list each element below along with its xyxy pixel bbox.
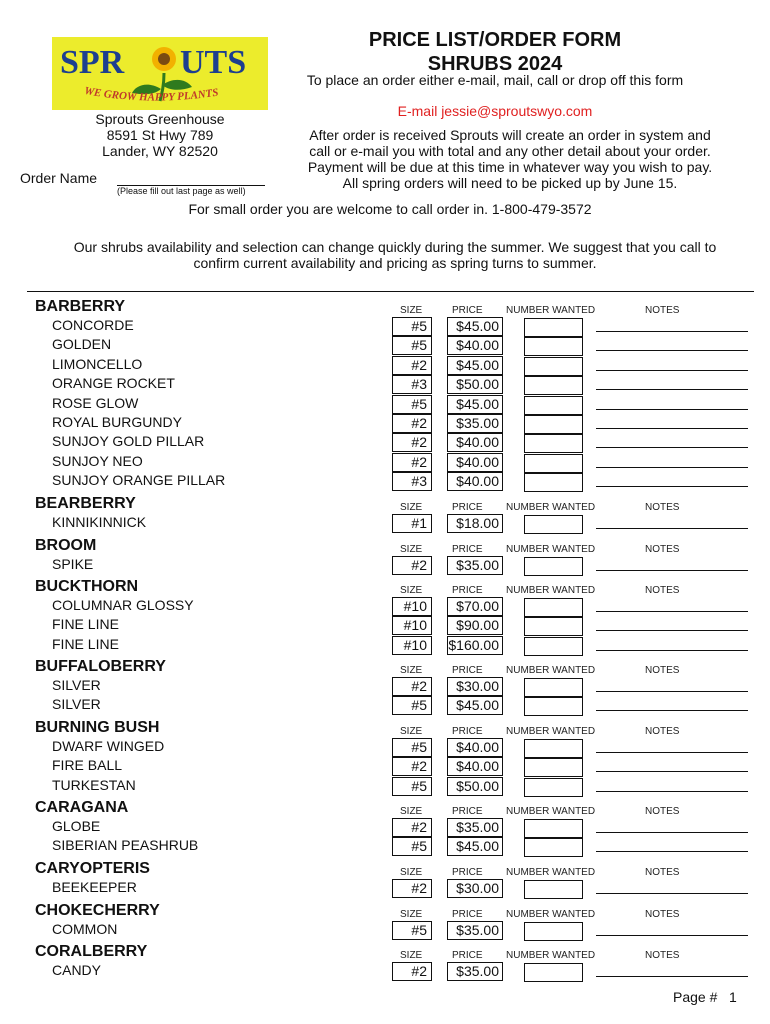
availability-text bbox=[30, 239, 760, 271]
item-name: BEEKEEPER bbox=[52, 879, 137, 895]
title-line-2: SHRUBS 2024 bbox=[427, 53, 563, 75]
notes-field[interactable] bbox=[596, 893, 748, 894]
number-wanted-input[interactable] bbox=[524, 739, 583, 758]
number-wanted-header: NUMBER WANTED bbox=[506, 909, 596, 920]
number-wanted-header: NUMBER WANTED bbox=[506, 544, 596, 555]
order-name-hint: (Please fill out last page as well) bbox=[117, 186, 246, 196]
notes-header: NOTES bbox=[645, 806, 680, 817]
item-price: $35.00 bbox=[447, 414, 503, 433]
size-header: SIZE bbox=[400, 867, 423, 878]
item-size: #10 bbox=[392, 636, 432, 655]
number-wanted-header: NUMBER WANTED bbox=[506, 950, 596, 961]
item-size: #1 bbox=[392, 514, 432, 533]
availability-line: Our shrubs availability and selection can change quickly during the summer. We suggest that you call to bbox=[73, 239, 717, 255]
item-name: GOLDEN bbox=[52, 336, 112, 353]
item-size: #10 bbox=[392, 597, 432, 616]
address-name: Sprouts Greenhouse bbox=[95, 111, 225, 127]
availability-line: confirm current availability and pricing as spring turns to summer. bbox=[193, 255, 597, 271]
item-size: #2 bbox=[392, 757, 432, 776]
item-size: #2 bbox=[392, 414, 432, 433]
item-name: SUNJOY NEO bbox=[52, 452, 143, 469]
number-wanted-input[interactable] bbox=[524, 838, 583, 857]
item-size: #2 bbox=[392, 962, 432, 981]
size-header: SIZE bbox=[400, 950, 423, 961]
item-name: TURKESTAN bbox=[52, 776, 136, 793]
notes-header: NOTES bbox=[645, 867, 680, 878]
item-name: SIBERIAN PEASHRUB bbox=[52, 837, 199, 854]
item-name: COLUMNAR GLOSSY bbox=[52, 597, 194, 613]
number-wanted-input[interactable] bbox=[524, 473, 583, 492]
item-size: #2 bbox=[392, 433, 432, 452]
item-price: $35.00 bbox=[447, 962, 503, 981]
item-price: $40.00 bbox=[447, 738, 503, 757]
number-wanted-header: NUMBER WANTED bbox=[506, 585, 596, 596]
notes-field[interactable] bbox=[596, 611, 748, 612]
small-order-text: For small order you are welcome to call order in. 1-800-479-3572 bbox=[188, 201, 592, 217]
price-header: PRICE bbox=[452, 665, 483, 676]
item-size: #5 bbox=[392, 317, 432, 336]
size-header: SIZE bbox=[400, 502, 423, 513]
page-label: Page # bbox=[673, 989, 718, 1005]
item-name: SPIKE bbox=[52, 556, 94, 572]
number-wanted-input[interactable] bbox=[524, 396, 583, 415]
item-price: $45.00 bbox=[447, 395, 503, 414]
address-street: 8591 St Hwy 789 bbox=[106, 127, 214, 143]
category-name: BROOM bbox=[35, 537, 97, 554]
category-name: BEARBERRY bbox=[35, 495, 136, 512]
item-size: #2 bbox=[392, 677, 432, 696]
item-name: FIRE BALL bbox=[52, 757, 123, 774]
number-wanted-header: NUMBER WANTED bbox=[506, 502, 596, 513]
item-price: $35.00 bbox=[447, 921, 503, 940]
item-price: $45.00 bbox=[447, 317, 503, 336]
item-price: $45.00 bbox=[447, 696, 503, 715]
price-header: PRICE bbox=[452, 305, 483, 316]
number-wanted-input[interactable] bbox=[524, 515, 583, 534]
after-order-line: Payment will be due at this time in whatever way you wish to pay. bbox=[307, 159, 713, 175]
notes-field[interactable] bbox=[596, 570, 748, 571]
item-size: #5 bbox=[392, 336, 432, 355]
item-name: ROSE GLOW bbox=[52, 394, 139, 411]
notes-field[interactable] bbox=[596, 650, 748, 651]
number-wanted-input[interactable] bbox=[524, 598, 583, 617]
item-price: $18.00 bbox=[447, 514, 503, 533]
item-size: #5 bbox=[392, 738, 432, 757]
category-name: BURNING BUSH bbox=[35, 719, 160, 736]
item-size: #5 bbox=[392, 777, 432, 796]
sprouts-logo bbox=[52, 37, 268, 110]
item-name: DWARF WINGED bbox=[52, 738, 165, 754]
item-size: #3 bbox=[392, 472, 432, 491]
notes-field[interactable] bbox=[596, 976, 748, 977]
item-size: #10 bbox=[392, 616, 432, 635]
notes-field[interactable] bbox=[596, 350, 748, 351]
price-header: PRICE bbox=[452, 950, 483, 961]
svg-text:WE GROW HAPPY PLANTS: WE GROW HAPPY PLANTS bbox=[83, 84, 220, 104]
notes-field[interactable] bbox=[596, 447, 748, 448]
item-price: $50.00 bbox=[447, 375, 503, 394]
notes-header: NOTES bbox=[645, 665, 680, 676]
notes-field[interactable] bbox=[596, 528, 748, 529]
item-price: $160.00 bbox=[447, 636, 503, 655]
item-size: #2 bbox=[392, 356, 432, 375]
item-size: #5 bbox=[392, 921, 432, 940]
item-name: LIMONCELLO bbox=[52, 355, 143, 372]
number-wanted-header: NUMBER WANTED bbox=[506, 665, 596, 676]
size-header: SIZE bbox=[400, 726, 423, 737]
notes-field[interactable] bbox=[596, 771, 748, 772]
size-header: SIZE bbox=[400, 909, 423, 920]
item-name: SILVER bbox=[52, 677, 101, 693]
item-price: $30.00 bbox=[447, 677, 503, 696]
number-wanted-input[interactable] bbox=[524, 963, 583, 982]
notes-field[interactable] bbox=[596, 851, 748, 852]
number-wanted-input[interactable] bbox=[524, 318, 583, 337]
price-header: PRICE bbox=[452, 909, 483, 920]
number-wanted-input[interactable] bbox=[524, 617, 583, 636]
notes-field[interactable] bbox=[596, 486, 748, 487]
notes-field[interactable] bbox=[596, 791, 748, 792]
after-order-line: call or e-mail you with total and any other detail about your order. bbox=[309, 143, 711, 159]
number-wanted-header: NUMBER WANTED bbox=[506, 305, 596, 316]
notes-field[interactable] bbox=[596, 752, 748, 753]
after-order-line: After order is received Sprouts will create an order in system and bbox=[309, 127, 711, 143]
notes-header: NOTES bbox=[645, 950, 680, 961]
item-size: #2 bbox=[392, 453, 432, 472]
notes-header: NOTES bbox=[645, 502, 680, 513]
number-wanted-input[interactable] bbox=[524, 778, 583, 797]
number-wanted-input[interactable] bbox=[524, 637, 583, 656]
item-price: $45.00 bbox=[447, 837, 503, 856]
item-price: $70.00 bbox=[447, 597, 503, 616]
item-size: #5 bbox=[392, 395, 432, 414]
title-line-1: PRICE LIST/ORDER FORM bbox=[368, 29, 622, 51]
number-wanted-input[interactable] bbox=[524, 434, 583, 453]
svg-text:UTS: UTS bbox=[180, 44, 247, 81]
category-name: CARYOPTERIS bbox=[35, 860, 150, 877]
size-header: SIZE bbox=[400, 544, 423, 555]
notes-field[interactable] bbox=[596, 710, 748, 711]
item-price: $35.00 bbox=[447, 818, 503, 837]
notes-header: NOTES bbox=[645, 909, 680, 920]
number-wanted-input[interactable] bbox=[524, 880, 583, 899]
notes-field[interactable] bbox=[596, 691, 748, 692]
size-header: SIZE bbox=[400, 585, 423, 596]
number-wanted-input[interactable] bbox=[524, 922, 583, 941]
size-header: SIZE bbox=[400, 806, 423, 817]
item-name: SUNJOY GOLD PILLAR bbox=[52, 433, 205, 450]
item-name: COMMON bbox=[52, 921, 118, 937]
price-header: PRICE bbox=[452, 867, 483, 878]
number-wanted-input[interactable] bbox=[524, 376, 583, 395]
item-price: $35.00 bbox=[447, 556, 503, 575]
number-wanted-header: NUMBER WANTED bbox=[506, 806, 596, 817]
number-wanted-header: NUMBER WANTED bbox=[506, 726, 596, 737]
price-header: PRICE bbox=[452, 726, 483, 737]
item-price: $45.00 bbox=[447, 356, 503, 375]
price-header: PRICE bbox=[452, 502, 483, 513]
item-size: #5 bbox=[392, 696, 432, 715]
number-wanted-input[interactable] bbox=[524, 697, 583, 716]
item-name: ROYAL BURGUNDY bbox=[52, 414, 182, 430]
number-wanted-input[interactable] bbox=[524, 357, 583, 376]
notes-header: NOTES bbox=[645, 544, 680, 555]
item-size: #5 bbox=[392, 837, 432, 856]
item-name: KINNIKINNICK bbox=[52, 514, 147, 530]
number-wanted-input[interactable] bbox=[524, 454, 583, 473]
page-title bbox=[290, 28, 700, 76]
notes-field[interactable] bbox=[596, 935, 748, 936]
notes-field[interactable] bbox=[596, 467, 748, 468]
svg-text:SPR: SPR bbox=[60, 44, 125, 81]
number-wanted-input[interactable] bbox=[524, 337, 583, 356]
item-size: #2 bbox=[392, 556, 432, 575]
category-name: CHOKECHERRY bbox=[35, 902, 160, 919]
item-name: CANDY bbox=[52, 962, 102, 978]
category-name: BUCKTHORN bbox=[35, 578, 139, 595]
price-header: PRICE bbox=[452, 544, 483, 555]
notes-field[interactable] bbox=[596, 389, 748, 390]
price-header: PRICE bbox=[452, 806, 483, 817]
number-wanted-input[interactable] bbox=[524, 678, 583, 697]
item-price: $50.00 bbox=[447, 777, 503, 796]
number-wanted-header: NUMBER WANTED bbox=[506, 867, 596, 878]
notes-field[interactable] bbox=[596, 832, 748, 833]
number-wanted-input[interactable] bbox=[524, 819, 583, 838]
item-name: FINE LINE bbox=[52, 635, 119, 652]
item-name: ORANGE ROCKET bbox=[52, 375, 175, 392]
number-wanted-input[interactable] bbox=[524, 415, 583, 434]
notes-field[interactable] bbox=[596, 428, 748, 429]
notes-header: NOTES bbox=[645, 305, 680, 316]
notes-field[interactable] bbox=[596, 409, 748, 410]
item-price: $40.00 bbox=[447, 472, 503, 491]
email-link[interactable]: E-mail jessie@sproutswyo.com bbox=[397, 103, 593, 119]
item-price: $40.00 bbox=[447, 453, 503, 472]
item-price: $40.00 bbox=[447, 336, 503, 355]
page-value: 1 bbox=[729, 989, 737, 1005]
number-wanted-input[interactable] bbox=[524, 557, 583, 576]
notes-field[interactable] bbox=[596, 370, 748, 371]
item-size: #2 bbox=[392, 879, 432, 898]
number-wanted-input[interactable] bbox=[524, 758, 583, 777]
item-price: $40.00 bbox=[447, 433, 503, 452]
item-name: FINE LINE bbox=[52, 616, 119, 633]
page-number bbox=[673, 989, 737, 1005]
category-name: CORALBERRY bbox=[35, 943, 148, 960]
notes-field[interactable] bbox=[596, 630, 748, 631]
notes-header: NOTES bbox=[645, 585, 680, 596]
order-name-label: Order Name bbox=[20, 170, 98, 186]
category-name: CARAGANA bbox=[35, 799, 129, 816]
item-name: CONCORDE bbox=[52, 317, 134, 333]
size-header: SIZE bbox=[400, 665, 423, 676]
item-price: $90.00 bbox=[447, 616, 503, 635]
price-header: PRICE bbox=[452, 585, 483, 596]
after-order-line: All spring orders will need to be picked up by June 15. bbox=[342, 175, 678, 191]
item-price: $30.00 bbox=[447, 879, 503, 898]
address-city: Lander, WY 82520 bbox=[102, 143, 218, 159]
intro-text: To place an order either e-mail, mail, call or drop off this form bbox=[306, 72, 684, 88]
category-name: BUFFALOBERRY bbox=[35, 658, 166, 675]
divider bbox=[27, 291, 754, 292]
item-name: GLOBE bbox=[52, 818, 101, 834]
logo-graphic bbox=[52, 37, 268, 110]
item-size: #3 bbox=[392, 375, 432, 394]
item-price: $40.00 bbox=[447, 757, 503, 776]
item-name: SUNJOY ORANGE PILLAR bbox=[52, 472, 226, 489]
notes-field[interactable] bbox=[596, 331, 748, 332]
category-name: BARBERRY bbox=[35, 298, 126, 315]
after-order-text bbox=[280, 127, 740, 191]
size-header: SIZE bbox=[400, 305, 423, 316]
item-name: SILVER bbox=[52, 696, 101, 713]
notes-header: NOTES bbox=[645, 726, 680, 737]
item-size: #2 bbox=[392, 818, 432, 837]
